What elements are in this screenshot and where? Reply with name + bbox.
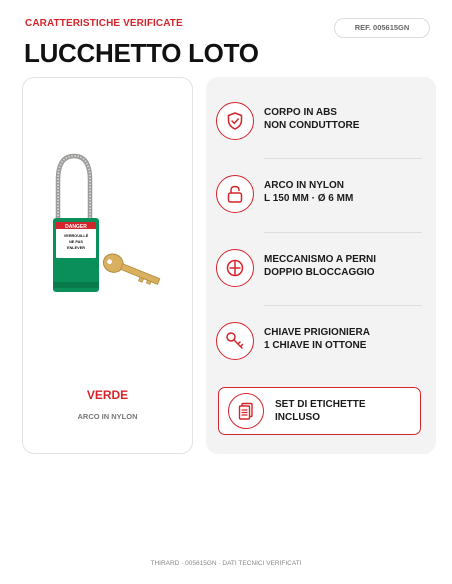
feature-line1: CORPO IN ABS [264, 107, 337, 118]
divider [264, 158, 422, 159]
svg-text:ENLEVER: ENLEVER [67, 246, 85, 250]
feature-line2: 1 CHIAVE IN OTTONE [264, 340, 367, 351]
feature-line2: NON CONDUTTORE [264, 120, 360, 131]
feature-line2: L 150 MM · Ø 6 MM [264, 193, 354, 204]
divider [264, 305, 422, 306]
padlock-product-image [49, 148, 169, 298]
color-name: VERDE [86, 388, 129, 402]
feature-line1: MECCANISMO A PERNI [264, 254, 377, 265]
shield-check-icon [216, 102, 254, 140]
feature-key [216, 314, 426, 370]
label-set-icon [228, 393, 264, 429]
svg-text:VERROUILLÉ: VERROUILLÉ [63, 234, 89, 238]
feature-line2: DOPPIO BLOCCAGGIO [264, 267, 375, 278]
svg-text:NE PAS: NE PAS [69, 240, 83, 244]
highlight-line1: SET DI ETICHETTE [275, 399, 366, 410]
feature-body-material [216, 94, 426, 150]
divider [264, 232, 422, 233]
lock-tag-title: DANGER [65, 224, 87, 230]
eyebrow-label: CARATTERISTICHE VERIFICATE [25, 18, 183, 29]
highlight-label-set [218, 387, 421, 435]
features-panel [206, 77, 436, 454]
highlight-line2: INCLUSO [275, 412, 320, 423]
product-card [22, 77, 193, 454]
feature-line1: ARCO IN NYLON [264, 180, 344, 191]
shackle-label: ARCO IN NYLON [77, 412, 138, 421]
footer-caption: THIRARD · 005615GN · DATI TECNICI VERIFICATI [150, 560, 302, 567]
padlock-open-icon [216, 175, 254, 213]
pin-mechanism-icon [216, 249, 254, 287]
feature-mechanism [216, 241, 426, 297]
feature-shackle [216, 167, 426, 223]
reference-badge: REF. 005615GN [334, 18, 430, 38]
feature-line1: CHIAVE PRIGIONIERA [264, 327, 370, 338]
key-icon [216, 322, 254, 360]
page-title: LUCCHETTO LOTO [24, 38, 259, 68]
